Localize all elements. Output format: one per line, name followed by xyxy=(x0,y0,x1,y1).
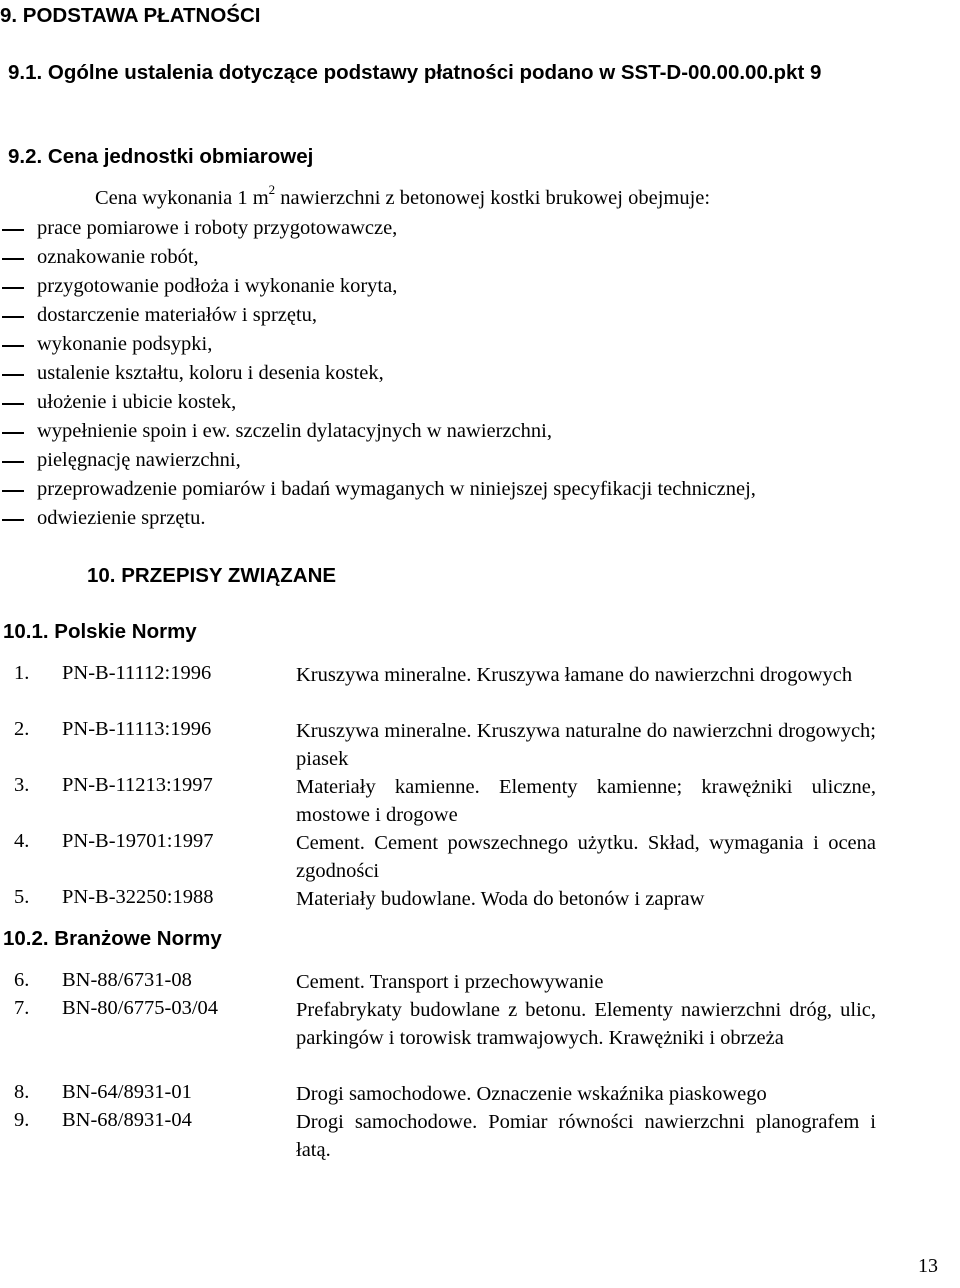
norm-number: 3. xyxy=(14,774,30,796)
norm-number: 1. xyxy=(14,662,30,684)
norm-description: Cement. Transport i przechowywanie xyxy=(296,971,604,993)
norm-description: Kruszywa mineralne. Kruszywa łamane do nawierzchni drogowych xyxy=(296,664,853,686)
section-10-1-heading: 10.1. Polskie Normy xyxy=(3,620,197,643)
norm-number: 8. xyxy=(14,1081,30,1103)
dash-bullet-icon xyxy=(2,432,24,434)
price-intro-superscript: 2 xyxy=(268,182,276,198)
list-item-text: odwiezienie sprzętu. xyxy=(37,507,206,529)
section-9-2-heading: 9.2. Cena jednostki obmiarowej xyxy=(8,145,314,168)
norm-code: PN-B-11213:1997 xyxy=(62,774,213,796)
norm-description: Materiały budowlane. Woda do betonów i zapraw xyxy=(296,888,705,910)
norm-description: Kruszywa mineralne. Kruszywa naturalne do nawierzchni drogowych; piasek xyxy=(296,720,876,770)
norm-code: PN-B-11112:1996 xyxy=(62,662,212,684)
dash-bullet-icon xyxy=(2,316,24,318)
norm-code: PN-B-11113:1996 xyxy=(62,718,212,740)
list-item-text: ułożenie i ubicie kostek, xyxy=(37,391,237,413)
price-intro-paragraph xyxy=(95,182,711,210)
norm-code: PN-B-32250:1988 xyxy=(62,886,214,908)
dash-bullet-icon xyxy=(2,374,24,376)
page-number: 13 xyxy=(918,1255,938,1277)
list-item-text: dostarczenie materiałów i sprzętu, xyxy=(37,304,318,326)
dash-bullet-icon xyxy=(2,287,24,289)
dash-bullet-icon xyxy=(2,229,24,231)
list-item-text: przeprowadzenie pomiarów i badań wymaganych w niniejszej specyfikacji technicznej, xyxy=(37,478,756,500)
norm-description: Drogi samochodowe. Pomiar równości nawierzchni planografem i łatą. xyxy=(296,1111,876,1161)
polish-norms-list xyxy=(0,661,960,911)
dash-bullet-icon xyxy=(2,519,24,521)
dash-bullet-icon xyxy=(2,258,24,260)
norm-number: 7. xyxy=(14,997,30,1019)
section-10-title: 10. PRZEPISY ZWIĄZANE xyxy=(87,564,337,587)
norm-number: 4. xyxy=(14,830,30,852)
section-9-1-heading: 9.1. Ogólne ustalenia dotyczące podstawy płatności podano w SST-D-00.00.00.pkt 9 xyxy=(8,61,822,84)
norm-code: BN-88/6731-08 xyxy=(62,969,192,991)
dash-bullet-icon xyxy=(2,490,24,492)
norm-number: 9. xyxy=(14,1109,30,1131)
list-item-text: przygotowanie podłoża i wykonanie koryta, xyxy=(37,275,398,297)
branch-norms-list xyxy=(0,968,960,1168)
list-item-text: prace pomiarowe i roboty przygotowawcze, xyxy=(37,217,398,239)
norm-number: 5. xyxy=(14,886,30,908)
price-intro-text-end: nawierzchni z betonowej kostki brukowej obejmuje: xyxy=(275,187,711,209)
list-item-text: wypełnienie spoin i ew. szczelin dylatacyjnych w nawierzchni, xyxy=(37,420,552,442)
dash-bullet-icon xyxy=(2,403,24,405)
list-item-text: oznakowanie robót, xyxy=(37,246,199,268)
list-item-text: ustalenie kształtu, koloru i desenia kostek, xyxy=(37,362,384,384)
dash-bullet-icon xyxy=(2,461,24,463)
norm-code: BN-64/8931-01 xyxy=(62,1081,192,1103)
norm-description: Materiały kamienne. Elementy kamienne; krawężniki uliczne, mostowe i drogowe xyxy=(296,776,876,826)
norm-code: BN-80/6775-03/04 xyxy=(62,997,219,1019)
section-9-title: 9. PODSTAWA PŁATNOŚCI xyxy=(0,4,261,27)
dash-bullet-icon xyxy=(2,345,24,347)
norm-code: BN-68/8931-04 xyxy=(62,1109,192,1131)
norm-description: Drogi samochodowe. Oznaczenie wskaźnika piaskowego xyxy=(296,1083,767,1105)
list-item-text: pielęgnację nawierzchni, xyxy=(37,449,241,471)
section-10-2-heading: 10.2. Branżowe Normy xyxy=(3,927,222,950)
norm-code: PN-B-19701:1997 xyxy=(62,830,214,852)
norm-number: 6. xyxy=(14,969,30,991)
price-intro-text: Cena wykonania 1 m xyxy=(95,187,269,209)
norm-number: 2. xyxy=(14,718,30,740)
norm-description: Prefabrykaty budowlane z betonu. Elementy nawierzchni dróg, ulic, parkingów i torowisk tramwajowych. Krawężniki i obrzeża xyxy=(296,999,876,1049)
list-item-text: wykonanie podsypki, xyxy=(37,333,213,355)
norm-description: Cement. Cement powszechnego użytku. Skład, wymagania i ocena zgodności xyxy=(296,832,876,882)
